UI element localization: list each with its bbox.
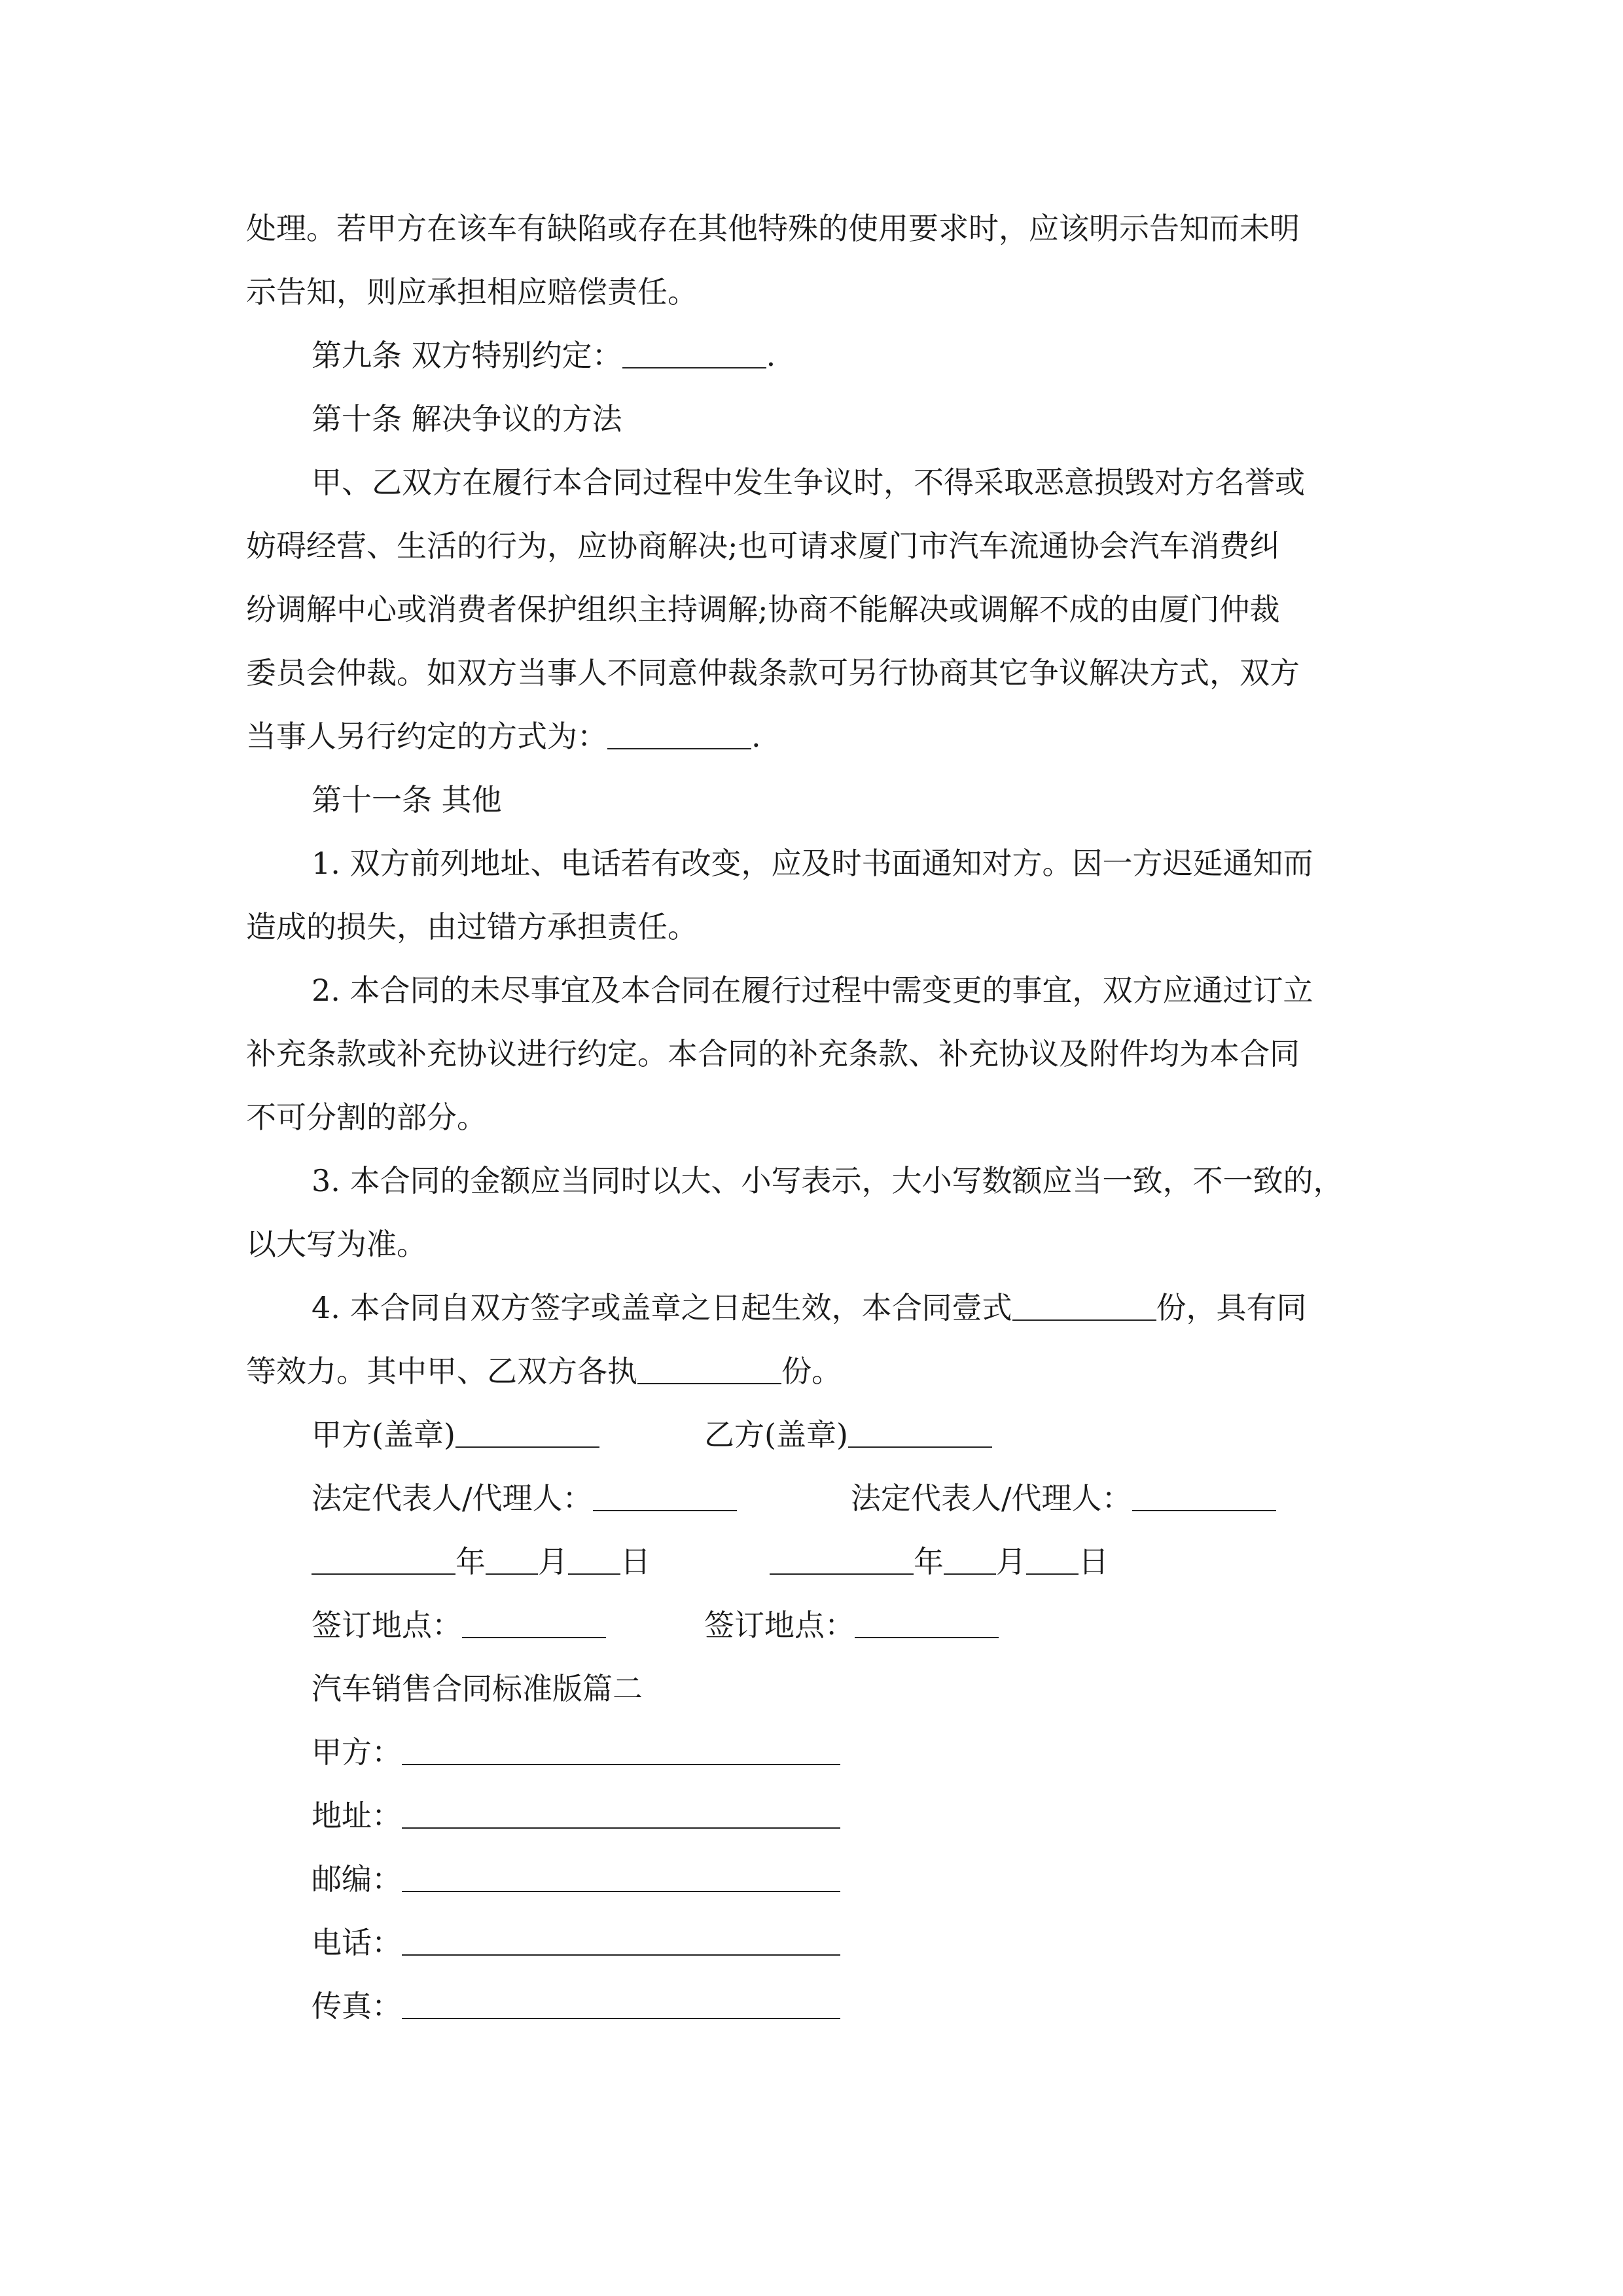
paragraph-line: 妨碍经营、生活的行为，应协商解决;也可请求厦门市汽车流通协会汽车消费纠 <box>246 528 1280 564</box>
party-b-representative: 法定代表人/代理人： <box>851 1478 1276 1518</box>
paragraph-line: 补充条款或补充协议进行约定。本合同的补充条款、补充协议及附件均为本合同 <box>246 1036 1300 1071</box>
item-4: 4. 本合同自双方签字或盖章之日起生效，本合同壹式 份，具有同 <box>312 1290 1307 1325</box>
blank-field <box>402 1992 840 2019</box>
blank-field <box>593 1484 737 1511</box>
blank-field <box>944 1547 996 1575</box>
paragraph-line: 委员会仲裁。如双方当事人不同意仲裁条款可另行协商其它争议解决方式，双方 <box>246 655 1300 691</box>
blank-field <box>1012 1293 1156 1321</box>
blank-field <box>1132 1484 1276 1511</box>
blank-field <box>770 1547 914 1575</box>
paragraph-line: 甲、乙双方在履行本合同过程中发生争议时，不得采取恶意损毁对方名誉或 <box>312 465 1305 500</box>
field-postcode: 邮编： <box>312 1859 840 1899</box>
field-phone: 电话： <box>312 1922 840 1963</box>
party-a-seal: 甲方(盖章) <box>312 1414 599 1455</box>
section-2-title: 汽车销售合同标准版篇二 <box>312 1671 643 1706</box>
blank-field <box>607 722 751 749</box>
blank-field <box>637 1357 781 1384</box>
blank-field <box>402 1738 840 1765</box>
blank-field <box>486 1547 538 1575</box>
party-b-seal: 乙方(盖章) <box>704 1414 992 1455</box>
paragraph-line: 以大写为准。 <box>246 1227 427 1262</box>
article-9: 第九条 双方特别约定： . <box>312 338 776 373</box>
paragraph-line: 处理。若甲方在该车有缺陷或存在其他特殊的使用要求时，应该明示告知而未明 <box>246 211 1300 246</box>
article-11-heading: 第十一条 其他 <box>312 782 502 817</box>
blank-field <box>402 1801 840 1829</box>
paragraph-line: 示告知，则应承担相应赔偿责任。 <box>246 274 698 310</box>
field-address: 地址： <box>312 1795 840 1836</box>
blank-field <box>1026 1547 1079 1575</box>
paragraph-line: 不可分割的部分。 <box>246 1100 487 1135</box>
blank-field <box>855 1611 999 1638</box>
blank-field <box>622 341 766 368</box>
item-2: 2. 本合同的未尽事宜及本合同在履行过程中需变更的事宜，双方应通过订立 <box>312 973 1313 1008</box>
paragraph-line: 等效力。其中甲、乙双方各执 份。 <box>246 1354 842 1389</box>
blank-field <box>568 1547 620 1575</box>
field-fax: 传真： <box>312 1986 840 2026</box>
blank-field <box>402 1865 840 1892</box>
item-1: 1. 双方前列地址、电话若有改变，应及时书面通知对方。因一方迟延通知而 <box>312 846 1313 881</box>
article-10-heading: 第十条 解决争议的方法 <box>312 401 622 437</box>
paragraph-line: 当事人另行约定的方式为： . <box>246 719 761 754</box>
party-a-place: 签订地点： <box>312 1605 606 1645</box>
blank-field <box>312 1547 455 1575</box>
paragraph-line: 纷调解中心或消费者保护组织主持调解;协商不能解决或调解不成的由厦门仲裁 <box>246 592 1280 627</box>
blank-field <box>848 1420 992 1448</box>
paragraph-line: 造成的损失，由过错方承担责任。 <box>246 909 698 944</box>
blank-field <box>455 1420 599 1448</box>
party-a-date: 年 月 日 <box>312 1541 651 1582</box>
party-b-date: 年 月 日 <box>770 1541 1109 1582</box>
item-3: 3. 本合同的金额应当同时以大、小写表示，大小写数额应当一致，不一致的， <box>312 1163 1344 1198</box>
party-b-place: 签订地点： <box>704 1605 999 1645</box>
party-a-representative: 法定代表人/代理人： <box>312 1478 737 1518</box>
blank-field <box>402 1928 840 1956</box>
blank-field <box>462 1611 606 1638</box>
field-party-a: 甲方： <box>312 1732 840 1772</box>
